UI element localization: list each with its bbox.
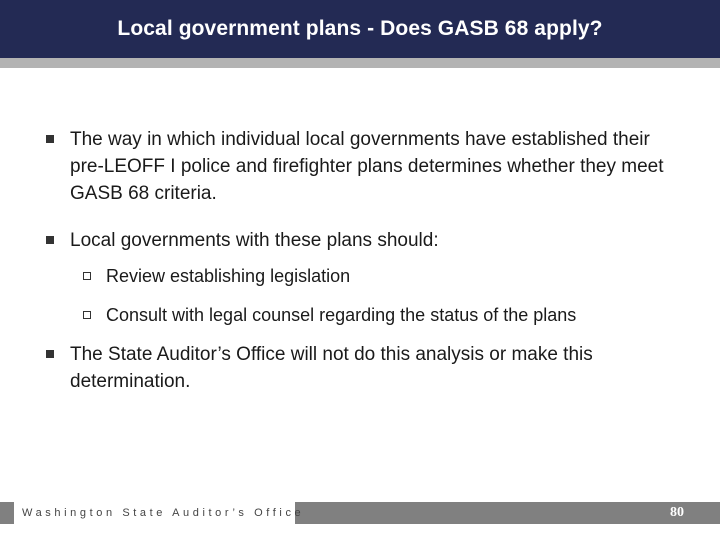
header-divider-band	[0, 58, 720, 68]
bullet-text: The way in which individual local governments have established their pre-LEOFF I police and firefighter plans determines whether they meet GASB 68 criteria.	[70, 129, 664, 204]
footer-label-box	[14, 502, 305, 524]
slide-content	[46, 126, 686, 415]
sub-bullet-item	[46, 303, 686, 327]
page-number: 80	[670, 505, 684, 520]
sub-bullet-text: Review establishing legislation	[106, 266, 351, 286]
hollow-square-bullet-icon	[83, 311, 91, 319]
sub-bullet-item	[46, 264, 686, 288]
sub-bullet-list	[46, 264, 686, 327]
slide-title: Local government plans - Does GASB 68 apply?	[117, 17, 603, 40]
bullet-item	[46, 126, 686, 207]
title-bar	[0, 0, 720, 58]
bullet-text: The State Auditor’s Office will not do this analysis or make this determination.	[70, 344, 593, 392]
square-bullet-icon	[46, 236, 54, 244]
hollow-square-bullet-icon	[83, 272, 91, 280]
bullet-item	[46, 227, 686, 254]
footer-organization: Washington State Auditor’s Office	[22, 507, 305, 519]
bullet-item	[46, 341, 686, 395]
square-bullet-icon	[46, 350, 54, 358]
square-bullet-icon	[46, 135, 54, 143]
sub-bullet-text: Consult with legal counsel regarding the status of the plans	[106, 305, 577, 325]
bullet-text: Local governments with these plans should:	[70, 230, 439, 251]
